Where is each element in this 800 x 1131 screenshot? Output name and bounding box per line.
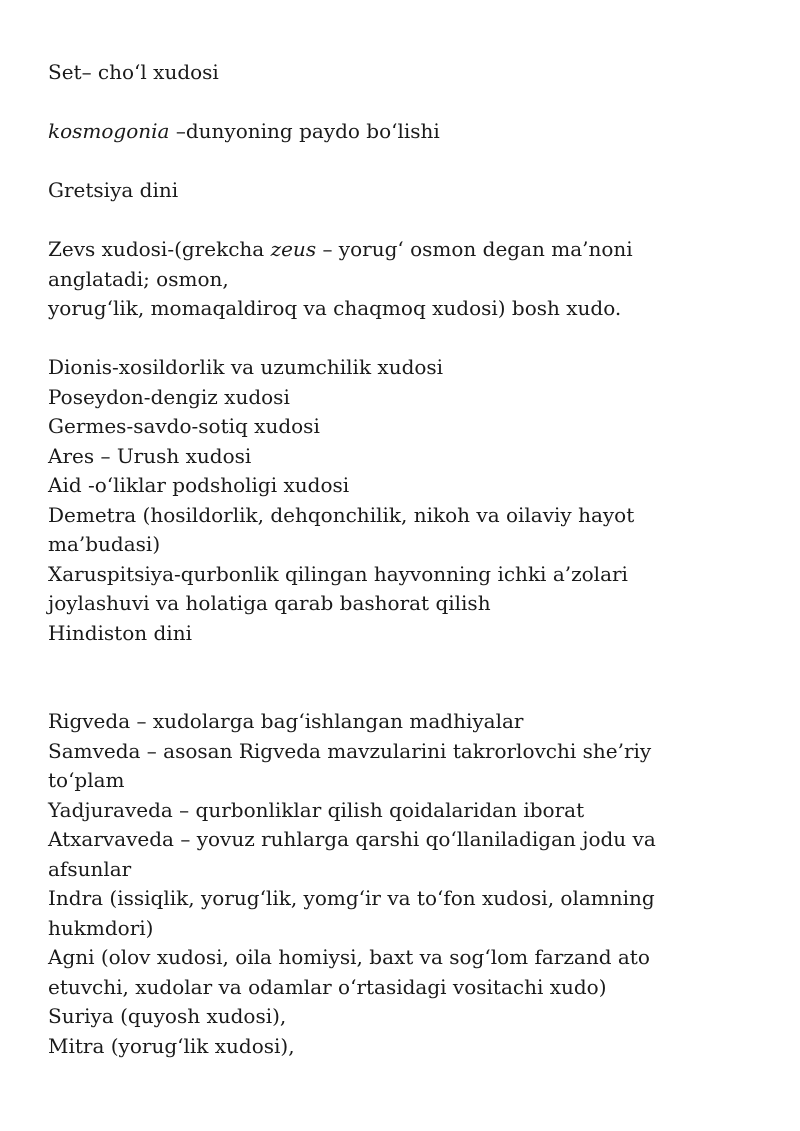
document-body (48, 58, 688, 1061)
greek-god-item: Poseydon-dengiz xudosi (48, 384, 290, 409)
zevs-line2: yorug‘lik, momaqaldiroq va chaqmoq xudosi) bosh xudo. (48, 296, 622, 320)
india-item: Suriya (quyosh xudosi), (48, 1004, 287, 1028)
set-line: Set– cho‘l xudosi (48, 60, 219, 84)
zevs-part1: Zevs xudosi-(grekcha (48, 237, 271, 261)
greek-god-item: Germes-savdo-sotiq xudosi (48, 414, 320, 438)
greek-god-item: Demetra (hosildorlik, dehqonchilik, nikoh va oilaviy hayot ma’budasi) (48, 502, 635, 556)
zeus-term: zeus (270, 237, 317, 261)
india-item: Indra (issiqlik, yorug‘lik, yomg‘ir va to‘fon xudosi, olamning hukmdori) (48, 886, 655, 940)
india-item: Atxarvaveda – yovuz ruhlarga qarshi qo‘llaniladigan jodu va afsunlar (48, 827, 656, 881)
zevs-part2: – yorug‘ osmon degan ma’noni anglatadi; osmon, (48, 237, 633, 291)
india-item: Mitra (yorug‘lik xudosi), (48, 1033, 295, 1058)
greek-god-item: Dionis-xosildorlik va uzumchilik xudosi (48, 355, 444, 379)
greek-god-item: Ares – Urush xudosi (48, 443, 252, 468)
kosmogonia-line (48, 117, 688, 147)
greece-heading: Gretsiya dini (48, 178, 179, 202)
india-item: Rigveda – xudolarga bag‘ishlangan madhiyalar (48, 709, 524, 733)
kosmogonia-term: kosmogonia (48, 119, 170, 143)
india-item: Yadjuraveda – qurbonliklar qilish qoidalaridan iborat (48, 797, 585, 822)
greek-god-item: Xaruspitsiya-qurbonlik qilingan hayvonning ichki a’zolari joylashuvi va holatiga qarab bashorat qilish (48, 561, 628, 615)
zevs-paragraph (48, 235, 688, 294)
india-item: Samveda – asosan Rigveda mavzularini takrorlovchi she’riy to‘plam (48, 738, 652, 792)
kosmogonia-definition: –dunyoning paydo bo‘lishi (169, 119, 440, 143)
india-heading: Hindiston dini (48, 620, 192, 645)
greek-god-item: Aid -o‘liklar podsholigi xudosi (48, 473, 350, 497)
india-item: Agni (olov xudosi, oila homiysi, baxt va sog‘lom farzand ato etuvchi, xudolar va odamlar o‘rtasidagi vositachi xudo) (48, 945, 650, 999)
